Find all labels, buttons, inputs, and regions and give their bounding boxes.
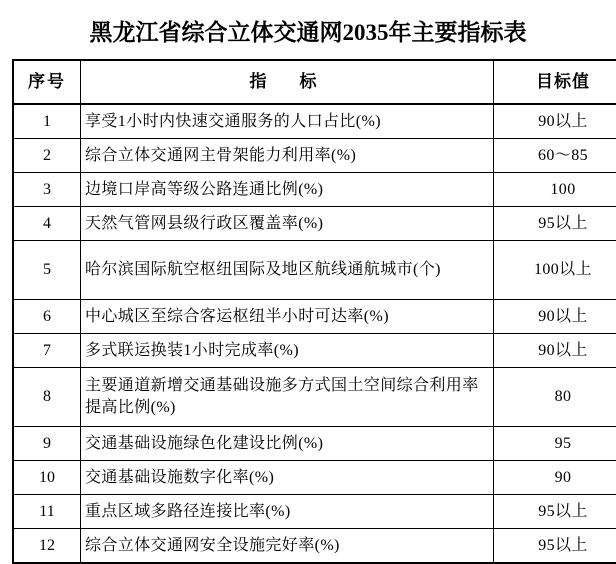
cell-indicator: 哈尔滨国际航空枢纽国际及地区航线通航城市(个): [81, 241, 494, 300]
cell-target-value: 95以上: [494, 495, 616, 529]
cell-target-value: 80: [494, 368, 616, 427]
table-row: [13, 300, 616, 334]
cell-row-number: 7: [13, 334, 81, 368]
cell-indicator: 享受1小时内快速交通服务的人口占比(%): [81, 104, 494, 139]
cell-indicator: 重点区域多路径连接比率(%): [81, 495, 494, 529]
table-row: [13, 368, 616, 427]
cell-target-value: 100以上: [494, 241, 616, 300]
cell-indicator: 综合立体交通网安全设施完好率(%): [81, 529, 494, 564]
cell-row-number: 9: [13, 427, 81, 461]
cell-target-value: 95以上: [494, 207, 616, 241]
cell-row-number: 1: [13, 104, 81, 139]
cell-target-value: 90以上: [494, 334, 616, 368]
table-row: [13, 334, 616, 368]
cell-indicator: 中心城区至综合客运枢纽半小时可达率(%): [81, 300, 494, 334]
cell-row-number: 4: [13, 207, 81, 241]
indicator-table: [12, 59, 616, 564]
table-header: [13, 60, 616, 104]
table-row: [13, 139, 616, 173]
column-header-no: 序号: [13, 60, 81, 104]
cell-row-number: 5: [13, 241, 81, 300]
table-row: [13, 173, 616, 207]
cell-row-number: 6: [13, 300, 81, 334]
cell-target-value: 95: [494, 427, 616, 461]
cell-indicator: 交通基础设施绿色化建设比例(%): [81, 427, 494, 461]
cell-indicator: 边境口岸高等级公路连通比例(%): [81, 173, 494, 207]
table-row: [13, 529, 616, 564]
cell-row-number: 2: [13, 139, 81, 173]
cell-indicator: 主要通道新增交通基础设施多方式国土空间综合利用率提高比例(%): [81, 368, 494, 427]
cell-row-number: 8: [13, 368, 81, 427]
cell-indicator: 多式联运换装1小时完成率(%): [81, 334, 494, 368]
column-header-target: 目标值: [494, 60, 616, 104]
cell-target-value: 90以上: [494, 104, 616, 139]
cell-row-number: 12: [13, 529, 81, 564]
table-row: [13, 241, 616, 300]
table-row: [13, 104, 616, 139]
cell-indicator: 交通基础设施数字化率(%): [81, 461, 494, 495]
cell-target-value: 95以上: [494, 529, 616, 564]
page-title: 黑龙江省综合立体交通网2035年主要指标表: [12, 0, 604, 59]
cell-indicator: 天然气管网县级行政区覆盖率(%): [81, 207, 494, 241]
cell-target-value: 90: [494, 461, 616, 495]
cell-target-value: 100: [494, 173, 616, 207]
table-row: [13, 495, 616, 529]
table-row: [13, 427, 616, 461]
cell-row-number: 11: [13, 495, 81, 529]
cell-row-number: 3: [13, 173, 81, 207]
column-header-indicator: 指 标: [81, 60, 494, 104]
table-row: [13, 207, 616, 241]
cell-target-value: 60～85: [494, 139, 616, 173]
cell-row-number: 10: [13, 461, 81, 495]
table-body: [13, 104, 616, 563]
table-header-row: [13, 60, 616, 104]
table-row: [13, 461, 616, 495]
cell-indicator: 综合立体交通网主骨架能力利用率(%): [81, 139, 494, 173]
cell-target-value: 90以上: [494, 300, 616, 334]
